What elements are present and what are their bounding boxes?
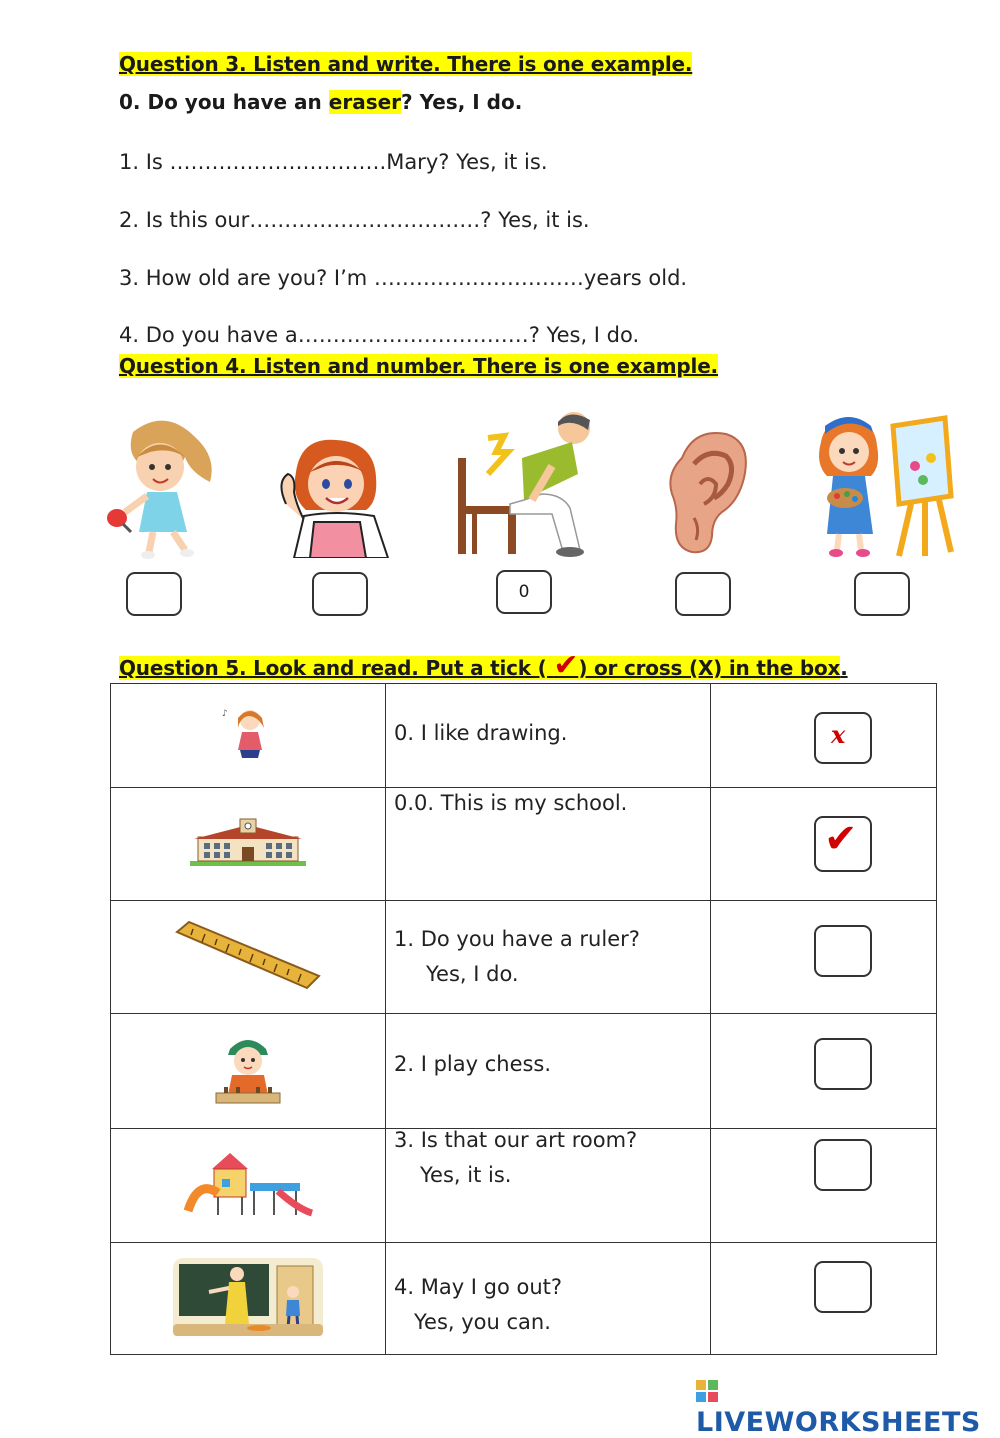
playground-icon	[178, 1149, 318, 1219]
table-cell-image	[111, 788, 386, 901]
example-suffix: ? Yes, I do.	[401, 90, 523, 114]
girl-waving-icon	[266, 432, 396, 558]
check-box-row-3[interactable]	[814, 1038, 872, 1090]
table-cell-box	[711, 1243, 937, 1355]
table-cell-text	[386, 1014, 711, 1129]
table-cell-text	[386, 1243, 711, 1355]
girl-singing-icon	[218, 704, 278, 764]
row-4-text-line-2: Yes, it is.	[420, 1163, 512, 1187]
question-3-line-4[interactable]: 4. Do you have a……………………………? Yes, I do.	[119, 323, 640, 347]
question-5-table	[110, 683, 937, 1355]
table-cell-box	[711, 788, 937, 901]
table-row	[111, 1243, 937, 1355]
question-5-title-part1: Question 5. Look and read. Put a tick (	[119, 656, 554, 680]
check-box-row-2[interactable]	[814, 925, 872, 977]
question-5-title-text	[119, 648, 841, 683]
check-box-row-4[interactable]	[814, 1139, 872, 1191]
table-row	[111, 1129, 937, 1243]
row-4-text-line-1: 3. Is that our art room?	[394, 1128, 638, 1152]
table-cell-text	[386, 788, 711, 901]
row-0-text: 0. I like drawing.	[394, 721, 568, 745]
row-5-text-line-1: 4. May I go out?	[394, 1274, 563, 1299]
table-row	[111, 788, 937, 901]
girl-painting-icon	[815, 406, 957, 558]
row-2-text-line-1: 1. Do you have a ruler?	[394, 927, 640, 951]
question-5-title-end: .	[840, 656, 848, 680]
table-cell-text	[386, 684, 711, 788]
table-cell-box	[711, 1129, 937, 1243]
man-sitting-down-icon	[452, 408, 602, 558]
question-4-title-text: Question 4. Listen and number. There is one example.	[119, 354, 718, 378]
question-3-title-text: Question 3. Listen and write. There is one example.	[119, 52, 693, 76]
question-3-line-2[interactable]: 2. Is this our……………………………? Yes, it is.	[119, 208, 590, 232]
question-3-title	[119, 52, 692, 76]
teacher-and-student-icon	[173, 1258, 323, 1336]
brand-name: LIVEWORKSHEETS	[696, 1407, 981, 1438]
question-5-title-part2: ) or cross (X) in the box	[578, 656, 841, 680]
row-2-text-line-2: Yes, I do.	[426, 962, 519, 986]
table-row	[111, 1014, 937, 1129]
check-box-row-5[interactable]	[814, 1261, 872, 1313]
check-box-row-0[interactable]	[814, 712, 872, 764]
table-cell-text	[386, 901, 711, 1014]
table-row	[111, 901, 937, 1014]
liveworksheets-logo	[696, 1376, 1000, 1438]
row-1-text: 0.0. This is my school.	[394, 791, 628, 815]
answer-box-3[interactable]: 0	[496, 570, 552, 614]
example-answer-word: eraser	[328, 90, 402, 114]
tick-symbol-icon: ✔	[553, 648, 579, 683]
answer-box-2[interactable]	[312, 572, 368, 616]
table-cell-image	[111, 1014, 386, 1129]
cross-mark-icon: x	[831, 720, 846, 749]
svg-text:♪: ♪	[222, 708, 228, 719]
boy-playing-chess-icon	[208, 1029, 288, 1109]
table-cell-text	[386, 1129, 711, 1243]
girl-playing-table-tennis-icon	[105, 412, 217, 560]
example-prefix: 0. Do you have an	[119, 90, 329, 114]
school-building-icon	[188, 817, 308, 867]
question-3-example	[119, 90, 522, 114]
question-4-title	[119, 354, 718, 378]
check-box-row-1[interactable]	[814, 816, 872, 872]
table-cell-image	[111, 1129, 386, 1243]
table-cell-image	[111, 684, 386, 788]
question-3-line-1[interactable]: 1. Is ………………………….Mary? Yes, it is.	[119, 150, 548, 174]
ruler-icon	[173, 918, 323, 992]
liveworksheets-logo-icon	[696, 1380, 718, 1402]
question-3-line-3[interactable]: 3. How old are you? I’m …………………………years old.	[119, 266, 688, 290]
table-row	[111, 684, 937, 788]
table-cell-image	[111, 1243, 386, 1355]
answer-box-4[interactable]	[675, 572, 731, 616]
question-5-title	[119, 648, 848, 683]
table-cell-image	[111, 901, 386, 1014]
tick-mark-icon: ✔	[824, 816, 858, 862]
table-cell-box	[711, 684, 937, 788]
row-3-text: 2. I play chess.	[394, 1052, 552, 1076]
table-cell-box	[711, 1014, 937, 1129]
answer-box-1[interactable]	[126, 572, 182, 616]
table-cell-box	[711, 901, 937, 1014]
row-5-text-line-2: Yes, you can.	[414, 1309, 551, 1334]
ear-icon	[664, 428, 750, 556]
answer-box-5[interactable]	[854, 572, 910, 616]
